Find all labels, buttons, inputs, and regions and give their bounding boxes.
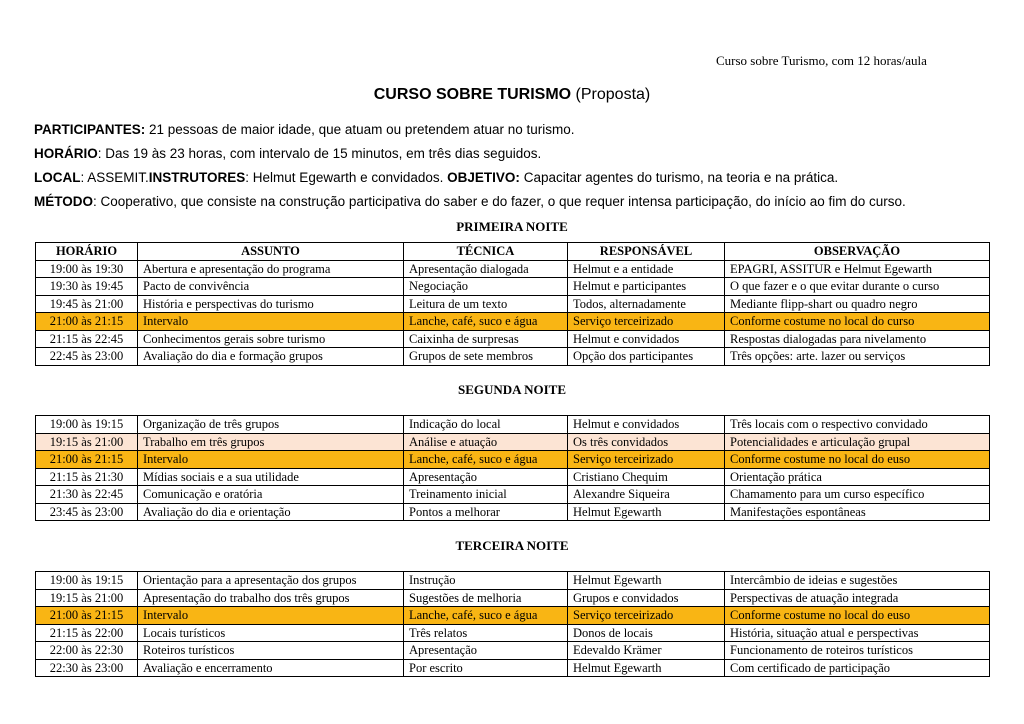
table-row (36, 659, 990, 677)
cell-observacao: Conforme costume no local do euso (725, 451, 990, 469)
cell-responsavel: Helmut e convidados (568, 330, 725, 348)
participantes-label: PARTICIPANTES: (34, 122, 146, 137)
cell-responsavel: Grupos e convidados (568, 589, 725, 607)
table-row (36, 572, 990, 590)
cell-horario: 19:15 às 21:00 (36, 433, 138, 451)
cell-tecnica: Apresentação (404, 468, 568, 486)
cell-tecnica: Instrução (404, 572, 568, 590)
table-row (36, 486, 990, 504)
cell-horario: 19:15 às 21:00 (36, 589, 138, 607)
cell-horario: 19:45 às 21:00 (36, 295, 138, 313)
cell-responsavel: Edevaldo Krämer (568, 642, 725, 660)
cell-tecnica: Caixinha de surpresas (404, 330, 568, 348)
cell-assunto: Mídias sociais e a sua utilidade (138, 468, 404, 486)
title-main: CURSO SOBRE TURISMO (373, 86, 572, 103)
night-title-2: SEGUNDA NOITE (458, 382, 566, 397)
table-row (36, 503, 990, 521)
cell-tecnica: Por escrito (404, 659, 568, 677)
cell-tecnica: Pontos a melhorar (404, 503, 568, 521)
cell-horario: 21:15 às 22:00 (36, 624, 138, 642)
cell-observacao: Orientação prática (725, 468, 990, 486)
table-row (36, 642, 990, 660)
cell-responsavel: Helmut Egewarth (568, 503, 725, 521)
cell-assunto: Avaliação do dia e orientação (138, 503, 404, 521)
cell-responsavel: Serviço terceirizado (568, 607, 725, 625)
local-label: LOCAL (34, 170, 81, 185)
info-local (34, 170, 838, 185)
cell-assunto: Abertura e apresentação do programa (138, 260, 404, 278)
cell-responsavel: Helmut Egewarth (568, 659, 725, 677)
cell-responsavel: Serviço terceirizado (568, 313, 725, 331)
schedule-table-3 (35, 571, 990, 677)
cell-observacao: Funcionamento de roteiros turísticos (725, 642, 990, 660)
header-note: Curso sobre Turismo, com 12 horas/aula (716, 53, 927, 68)
table-row (36, 624, 990, 642)
cell-assunto: Apresentação do trabalho dos três grupos (138, 589, 404, 607)
metodo-label: MÉTODO (34, 194, 94, 209)
cell-assunto: Organização de três grupos (138, 416, 404, 434)
table-row (36, 330, 990, 348)
cell-responsavel: Donos de locais (568, 624, 725, 642)
page-title (0, 86, 1024, 104)
cell-assunto: Intervalo (138, 451, 404, 469)
header-tecnica: TÉCNICA (404, 243, 568, 261)
table-row (36, 348, 990, 366)
header-observacao: OBSERVAÇÃO (725, 243, 990, 261)
cell-horario: 22:30 às 23:00 (36, 659, 138, 677)
table-row (36, 313, 990, 331)
cell-horario: 21:30 às 22:45 (36, 486, 138, 504)
cell-horario: 21:00 às 21:15 (36, 313, 138, 331)
cell-observacao: Manifestações espontâneas (725, 503, 990, 521)
cell-responsavel: Cristiano Chequim (568, 468, 725, 486)
participantes-text: 21 pessoas de maior idade, que atuam ou pretendem atuar no turismo. (149, 122, 575, 137)
cell-tecnica: Sugestões de melhoria (404, 589, 568, 607)
cell-tecnica: Lanche, café, suco e água (404, 607, 568, 625)
cell-assunto: Trabalho em três grupos (138, 433, 404, 451)
cell-assunto: Orientação para a apresentação dos grupos (138, 572, 404, 590)
cell-observacao: Perspectivas de atuação integrada (725, 589, 990, 607)
objetivo-label: OBJETIVO: (447, 170, 520, 185)
cell-responsavel: Alexandre Siqueira (568, 486, 725, 504)
cell-responsavel: Opção dos participantes (568, 348, 725, 366)
cell-tecnica: Treinamento inicial (404, 486, 568, 504)
header-responsavel: RESPONSÁVEL (568, 243, 725, 261)
horario-text: : Das 19 às 23 horas, com intervalo de 15 minutos, em três dias seguidos. (97, 146, 542, 161)
cell-tecnica: Negociação (404, 278, 568, 296)
info-horario (34, 146, 541, 161)
cell-tecnica: Leitura de um texto (404, 295, 568, 313)
cell-observacao: Mediante flipp-shart ou quadro negro (725, 295, 990, 313)
cell-assunto: Pacto de convivência (138, 278, 404, 296)
cell-observacao: Potencialidades e articulação grupal (725, 433, 990, 451)
cell-assunto: Conhecimentos gerais sobre turismo (138, 330, 404, 348)
cell-horario: 19:30 às 19:45 (36, 278, 138, 296)
cell-assunto: Avaliação do dia e formação grupos (138, 348, 404, 366)
objetivo-text: Capacitar agentes do turismo, na teoria e na prática. (523, 170, 839, 185)
instrutores-label: INSTRUTORES (148, 170, 246, 185)
night-title-1: PRIMEIRA NOITE (456, 219, 568, 234)
metodo-text: : Cooperativo, que consiste na construção participativa do saber e do fazer, o que requer intensa participação, do início ao fim do curso. (93, 194, 906, 209)
table-row (36, 295, 990, 313)
table-row (36, 607, 990, 625)
cell-observacao: Três locais com o respectivo convidado (725, 416, 990, 434)
cell-responsavel: Os três convidados (568, 433, 725, 451)
cell-tecnica: Apresentação dialogada (404, 260, 568, 278)
cell-horario: 19:00 às 19:15 (36, 572, 138, 590)
cell-observacao: Três opções: arte. lazer ou serviços (725, 348, 990, 366)
cell-responsavel: Serviço terceirizado (568, 451, 725, 469)
table-row (36, 416, 990, 434)
header-assunto: ASSUNTO (138, 243, 404, 261)
title-sub: (Proposta) (575, 86, 651, 103)
cell-responsavel: Helmut Egewarth (568, 572, 725, 590)
table-row (36, 589, 990, 607)
info-metodo (34, 194, 906, 209)
table-row (36, 468, 990, 486)
header-horario: HORÁRIO (36, 243, 138, 261)
table-row (36, 451, 990, 469)
cell-responsavel: Helmut e participantes (568, 278, 725, 296)
table-row (36, 433, 990, 451)
horario-label: HORÁRIO (34, 146, 98, 161)
cell-assunto: Intervalo (138, 313, 404, 331)
cell-tecnica: Grupos de sete membros (404, 348, 568, 366)
night-title-3: TERCEIRA NOITE (455, 538, 569, 553)
cell-assunto: Locais turísticos (138, 624, 404, 642)
cell-horario: 21:15 às 21:30 (36, 468, 138, 486)
cell-tecnica: Apresentação (404, 642, 568, 660)
table-row (36, 260, 990, 278)
cell-observacao: Chamamento para um curso específico (725, 486, 990, 504)
cell-assunto: Roteiros turísticos (138, 642, 404, 660)
local-text: : ASSEMIT. (80, 170, 149, 185)
cell-tecnica: Três relatos (404, 624, 568, 642)
cell-responsavel: Helmut e convidados (568, 416, 725, 434)
cell-horario: 21:15 às 22:45 (36, 330, 138, 348)
cell-tecnica: Lanche, café, suco e água (404, 313, 568, 331)
cell-horario: 19:00 às 19:30 (36, 260, 138, 278)
cell-tecnica: Lanche, café, suco e água (404, 451, 568, 469)
cell-horario: 22:45 às 23:00 (36, 348, 138, 366)
cell-tecnica: Indicação do local (404, 416, 568, 434)
schedule-table-1 (35, 242, 990, 366)
table-row (36, 278, 990, 296)
cell-observacao: Respostas dialogadas para nivelamento (725, 330, 990, 348)
cell-responsavel: Todos, alternadamente (568, 295, 725, 313)
cell-horario: 22:00 às 22:30 (36, 642, 138, 660)
cell-assunto: História e perspectivas do turismo (138, 295, 404, 313)
cell-observacao: Conforme costume no local do curso (725, 313, 990, 331)
cell-horario: 21:00 às 21:15 (36, 451, 138, 469)
cell-assunto: Avaliação e encerramento (138, 659, 404, 677)
cell-observacao: Com certificado de participação (725, 659, 990, 677)
cell-observacao: Conforme costume no local do euso (725, 607, 990, 625)
cell-observacao: Intercâmbio de ideias e sugestões (725, 572, 990, 590)
info-participantes (34, 122, 575, 137)
cell-horario: 21:00 às 21:15 (36, 607, 138, 625)
cell-assunto: Comunicação e oratória (138, 486, 404, 504)
cell-observacao: História, situação atual e perspectivas (725, 624, 990, 642)
table-header-row (36, 243, 990, 261)
cell-responsavel: Helmut e a entidade (568, 260, 725, 278)
cell-horario: 23:45 às 23:00 (36, 503, 138, 521)
instrutores-text: : Helmut Egewarth e convidados. (245, 170, 444, 185)
cell-horario: 19:00 às 19:15 (36, 416, 138, 434)
schedule-table-2 (35, 415, 990, 521)
cell-observacao: EPAGRI, ASSITUR e Helmut Egewarth (725, 260, 990, 278)
cell-assunto: Intervalo (138, 607, 404, 625)
cell-tecnica: Análise e atuação (404, 433, 568, 451)
cell-observacao: O que fazer e o que evitar durante o curso (725, 278, 990, 296)
